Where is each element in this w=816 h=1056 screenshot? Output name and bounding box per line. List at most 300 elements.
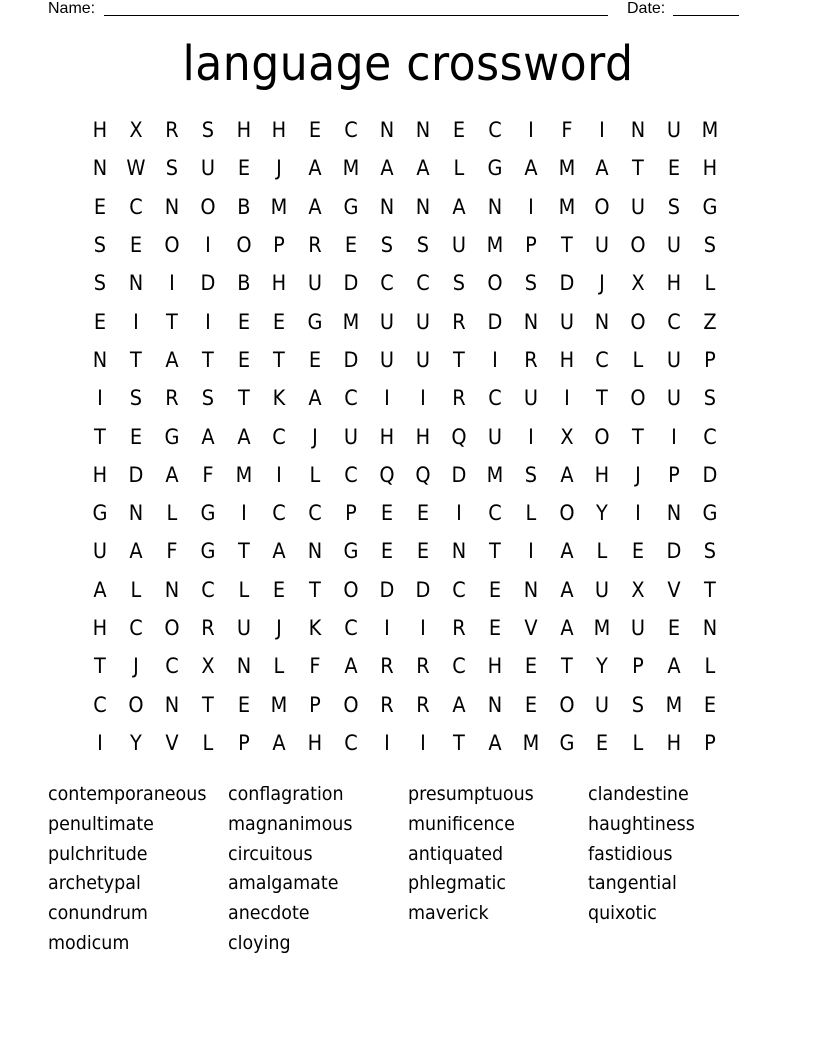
grid-letter: E [93,309,107,334]
word-list-item [408,929,574,959]
grid-letter: T [560,654,573,679]
grid-letter: G [487,156,503,181]
grid-row [82,226,728,264]
grid-letter: T [632,424,645,449]
grid-letter: A [344,654,358,679]
grid-letter: D [666,539,682,564]
word-list-item: fastidious [588,842,673,865]
grid-letter: N [487,692,502,717]
grid-letter: L [597,539,608,564]
word-list-item: modicum [48,931,130,954]
grid-letter: G [702,194,718,219]
grid-letter: U [236,616,251,640]
grid-letter: I [563,386,570,411]
grid-letter: O [558,501,575,526]
word-list-item: haughtiness [588,812,695,835]
grid-letter: C [487,386,502,411]
word-list-item: maverick [408,902,489,925]
grid-letter: E [596,730,609,755]
page-title: language crossword [182,36,634,92]
grid-letter: A [488,730,502,755]
word-list-item: munificence [408,812,515,835]
grid-letter: E [345,233,358,258]
grid-letter: G [702,501,718,526]
grid-letter: N [164,194,179,219]
grid-letter: I [599,118,606,143]
grid-letter: N [236,654,251,679]
grid-letter: H [702,156,718,181]
grid-letter: L [202,730,214,755]
grid-letter: I [168,271,175,296]
grid-letter: O [630,233,646,258]
grid-letter: E [237,156,250,181]
grid-letter: D [200,271,216,296]
word-list-item: phlegmatic [408,872,506,895]
grid-letter: I [276,462,283,487]
grid-letter: R [523,347,538,372]
grid-letter: S [452,271,465,296]
grid-letter: E [416,539,430,564]
grid-letter: R [308,233,322,258]
grid-letter: U [595,233,610,258]
letter-grid [82,111,728,762]
grid-letter: H [487,654,503,679]
grid-letter: L [525,501,537,526]
grid-letter: U [667,347,682,372]
grid-letter: N [523,577,538,602]
word-list-item: circuitous [228,842,313,865]
grid-letter: C [200,577,215,602]
grid-letter: U [451,233,466,258]
grid-letter: N [308,539,323,564]
grid-letter: L [704,271,716,296]
grid-letter: O [630,309,646,334]
grid-letter: E [668,616,681,640]
grid-row [82,609,728,647]
grid-letter: I [420,616,426,640]
grid-letter: F [560,118,573,143]
grid-letter: G [92,501,108,526]
grid-letter: N [702,616,718,640]
grid-letter: D [559,271,574,296]
grid-letter: U [523,386,538,411]
grid-letter: P [524,233,537,258]
word-list-item: cloying [228,931,291,954]
grid-row [82,149,728,187]
word-list-item [588,929,754,959]
grid-letter: I [635,501,642,526]
grid-letter: R [165,118,179,143]
grid-letter: S [703,386,717,411]
grid-letter: M [522,730,539,755]
grid-letter: G [200,501,216,526]
grid-letter: A [272,730,287,755]
grid-letter: S [93,271,107,296]
grid-row [82,456,728,494]
grid-letter: U [415,347,431,372]
grid-letter: N [415,118,431,143]
grid-letter: Z [703,309,717,334]
grid-letter: R [416,692,430,717]
word-list-item: anecdote [228,902,310,925]
word-list [48,780,768,959]
grid-letter: K [273,386,286,411]
grid-letter: E [380,501,394,526]
grid-letter: D [487,309,503,334]
grid-letter: J [276,616,283,640]
grid-letter: U [667,118,682,143]
grid-letter: X [559,424,574,449]
grid-letter: B [236,194,251,219]
grid-letter: I [671,424,678,449]
grid-letter: A [595,156,610,181]
grid-letter: Q [451,424,467,449]
grid-letter: X [631,271,645,296]
grid-letter: O [235,233,252,258]
grid-letter: V [524,616,538,640]
grid-letter: A [524,156,538,181]
grid-letter: J [599,271,606,296]
grid-letter: M [665,692,683,717]
grid-letter: T [237,386,250,411]
grid-letter: O [594,424,611,449]
grid-letter: I [384,386,390,411]
grid-letter: O [128,692,144,717]
grid-letter: E [237,309,250,334]
grid-letter: I [527,424,534,449]
grid-letter: E [273,577,286,602]
grid-letter: C [272,501,287,526]
grid-letter: E [416,501,430,526]
grid-letter: S [703,539,717,564]
grid-letter: R [165,386,179,411]
grid-letter: L [130,577,142,602]
grid-letter: S [632,692,645,717]
grid-letter: U [308,271,323,296]
word-list-item: penultimate [48,812,154,835]
word-list-item: contemporaneous [48,783,207,805]
grid-letter: X [631,577,645,602]
word-list-item: amalgamate [228,872,339,895]
grid-letter: K [308,616,322,640]
grid-letter: H [272,271,287,296]
grid-letter: E [380,539,394,564]
grid-letter: I [527,194,534,219]
grid-letter: U [631,194,646,219]
grid-letter: R [452,616,466,640]
grid-letter: N [523,309,538,334]
grid-letter: J [276,156,283,181]
grid-letter: G [307,309,323,334]
grid-letter: H [379,424,395,449]
grid-letter: E [129,233,142,258]
word-list-item: pulchritude [48,842,148,865]
grid-letter: H [595,462,610,487]
grid-letter: N [666,501,682,526]
grid-letter: S [129,386,142,411]
grid-letter: A [129,539,143,564]
grid-letter: D [343,271,359,296]
grid-letter: E [129,424,142,449]
grid-letter: C [703,424,717,449]
grid-letter: E [703,692,717,717]
grid-letter: I [204,309,211,334]
grid-letter: S [524,462,537,487]
grid-letter: L [309,462,321,487]
grid-row [82,571,728,609]
grid-letter: M [342,156,360,181]
grid-letter: A [452,692,466,717]
grid-letter: T [165,309,178,334]
grid-letter: W [126,156,146,181]
grid-letter: C [344,730,358,755]
grid-letter: S [703,233,717,258]
grid-letter: E [488,577,501,602]
grid-letter: A [165,347,179,372]
grid-letter: H [666,271,682,296]
grid-letter: G [559,730,575,755]
grid-letter: N [379,194,395,219]
grid-letter: Q [379,462,395,487]
grid-letter: E [488,616,501,640]
word-list-item: conflagration [228,783,344,805]
grid-letter: C [344,616,358,640]
grid-letter: L [274,654,285,679]
grid-letter: C [93,692,107,717]
grid-letter: U [344,424,359,449]
grid-letter: U [559,309,574,334]
grid-letter: P [704,730,716,755]
grid-letter: H [92,118,108,143]
grid-letter: A [165,462,179,487]
grid-letter: U [595,577,610,602]
grid-letter: O [343,577,359,602]
grid-letter: S [201,118,214,143]
grid-letter: S [165,156,178,181]
grid-letter: A [308,194,322,219]
grid-letter: T [273,347,286,372]
grid-letter: I [527,539,534,564]
grid-letter: T [201,347,214,372]
grid-letter: L [704,654,716,679]
grid-letter: G [164,424,180,449]
grid-letter: P [668,462,681,487]
grid-letter: X [129,118,143,143]
grid-letter: A [200,424,215,449]
grid-letter: A [416,156,430,181]
grid-letter: C [164,654,179,679]
grid-letter: H [92,616,108,640]
grid-letter: C [344,386,358,411]
grid-letter: T [488,539,501,564]
date-blank-line [673,15,739,16]
header [48,0,748,20]
grid-letter: I [527,118,534,143]
word-list-item: archetypal [48,872,141,895]
grid-letter: M [594,616,611,640]
grid-letter: Q [415,462,431,487]
grid-letter: O [164,233,180,258]
grid-row [82,188,728,226]
grid-letter: R [380,692,394,717]
grid-letter: E [524,692,537,717]
grid-letter: G [200,539,216,564]
grid-letter: Y [129,730,142,755]
grid-letter: L [238,577,249,602]
grid-letter: T [201,692,214,717]
grid-letter: P [704,347,716,372]
grid-letter: R [452,386,466,411]
grid-letter: E [524,654,537,679]
grid-row [82,685,728,723]
grid-letter: P [345,501,358,526]
grid-letter: U [487,424,502,449]
grid-letter: E [309,347,322,372]
grid-letter: V [667,577,681,602]
grid-letter: M [486,462,504,487]
grid-letter: M [558,156,575,181]
grid-letter: M [271,692,288,717]
grid-letter: Y [596,654,609,679]
word-list-item: clandestine [588,783,689,805]
grid-letter: A [308,156,322,181]
grid-letter: D [343,347,359,372]
grid-letter: R [380,654,394,679]
grid-letter: Y [596,501,609,526]
word-list-item: conundrum [48,902,148,925]
grid-letter: C [272,424,287,449]
grid-letter: C [344,462,358,487]
grid-letter: D [415,577,431,602]
grid-letter: F [309,654,321,679]
grid-letter: M [486,233,504,258]
name-blank-line [104,15,608,16]
word-list-item: presumptuous [408,783,534,805]
grid-letter: N [128,501,144,526]
grid-letter: N [595,309,610,334]
grid-letter: D [379,577,395,602]
grid-letter: O [487,271,503,296]
grid-letter: N [451,539,467,564]
grid-letter: A [308,386,322,411]
grid-letter: G [343,539,359,564]
grid-letter: T [632,156,645,181]
grid-letter: A [559,539,574,564]
grid-letter: X [200,654,215,679]
grid-letter: A [236,424,251,449]
grid-letter: L [632,730,644,755]
grid-letter: N [92,347,108,372]
grid-letter: M [558,194,575,219]
grid-letter: J [635,462,642,487]
grid-letter: I [491,347,498,372]
grid-letter: O [343,692,359,717]
grid-letter: H [559,347,574,372]
grid-letter: S [380,233,394,258]
grid-letter: A [452,194,466,219]
grid-letter: M [235,462,252,487]
grid-letter: A [559,462,574,487]
grid-letter: S [668,194,681,219]
grid-letter: A [559,616,574,640]
grid-letter: A [380,156,394,181]
grid-letter: L [166,501,178,526]
grid-letter: E [93,194,107,219]
grid-letter: P [309,692,322,717]
word-list-item: antiquated [408,842,504,865]
grid-letter: N [92,156,108,181]
grid-letter: U [92,539,108,564]
grid-letter: I [97,730,103,755]
grid-letter: N [631,118,646,143]
grid-letter: C [595,347,610,372]
grid-letter: R [416,654,430,679]
grid-letter: D [128,462,144,487]
grid-letter: N [164,692,179,717]
grid-letter: D [702,462,718,487]
grid-letter: E [632,539,645,564]
grid-letter: I [384,730,390,755]
grid-letter: G [343,194,359,219]
grid-letter: U [379,347,395,372]
grid-letter: C [380,271,394,296]
grid-letter: T [452,347,465,372]
grid-letter: I [132,309,139,334]
grid-letter: I [420,730,426,755]
grid-letter: J [312,424,319,449]
grid-letter: E [309,118,322,143]
grid-row [82,494,728,532]
grid-letter: H [308,730,323,755]
grid-letter: C [452,577,466,602]
grid-row [82,341,728,379]
grid-letter: U [667,233,682,258]
grid-letter: H [666,730,682,755]
grid-letter: O [164,616,180,640]
grid-letter: T [596,386,609,411]
grid-letter: O [594,194,611,219]
grid-row [82,111,728,149]
grid-letter: O [200,194,216,219]
grid-letter: U [379,309,395,334]
grid-letter: S [524,271,537,296]
grid-row [82,647,728,685]
grid-letter: U [595,692,610,717]
grid-letter: T [309,577,322,602]
grid-letter: N [128,271,144,296]
grid-letter: I [97,386,103,411]
grid-row [82,379,728,417]
grid-letter: C [452,654,466,679]
grid-letter: C [487,501,502,526]
grid-letter: P [237,730,250,755]
grid-row [82,302,728,340]
grid-letter: O [558,692,575,717]
grid-letter: R [200,616,215,640]
grid-row [82,724,728,762]
grid-row [82,264,728,302]
grid-letter: T [560,233,573,258]
grid-letter: U [667,386,682,411]
grid-letter: C [416,271,430,296]
grid-letter: C [344,118,358,143]
grid-letter: P [273,233,286,258]
grid-letter: E [668,156,681,181]
grid-letter: L [453,156,465,181]
grid-letter: U [631,616,646,640]
grid-letter: C [129,616,143,640]
grid-letter: H [415,424,431,449]
